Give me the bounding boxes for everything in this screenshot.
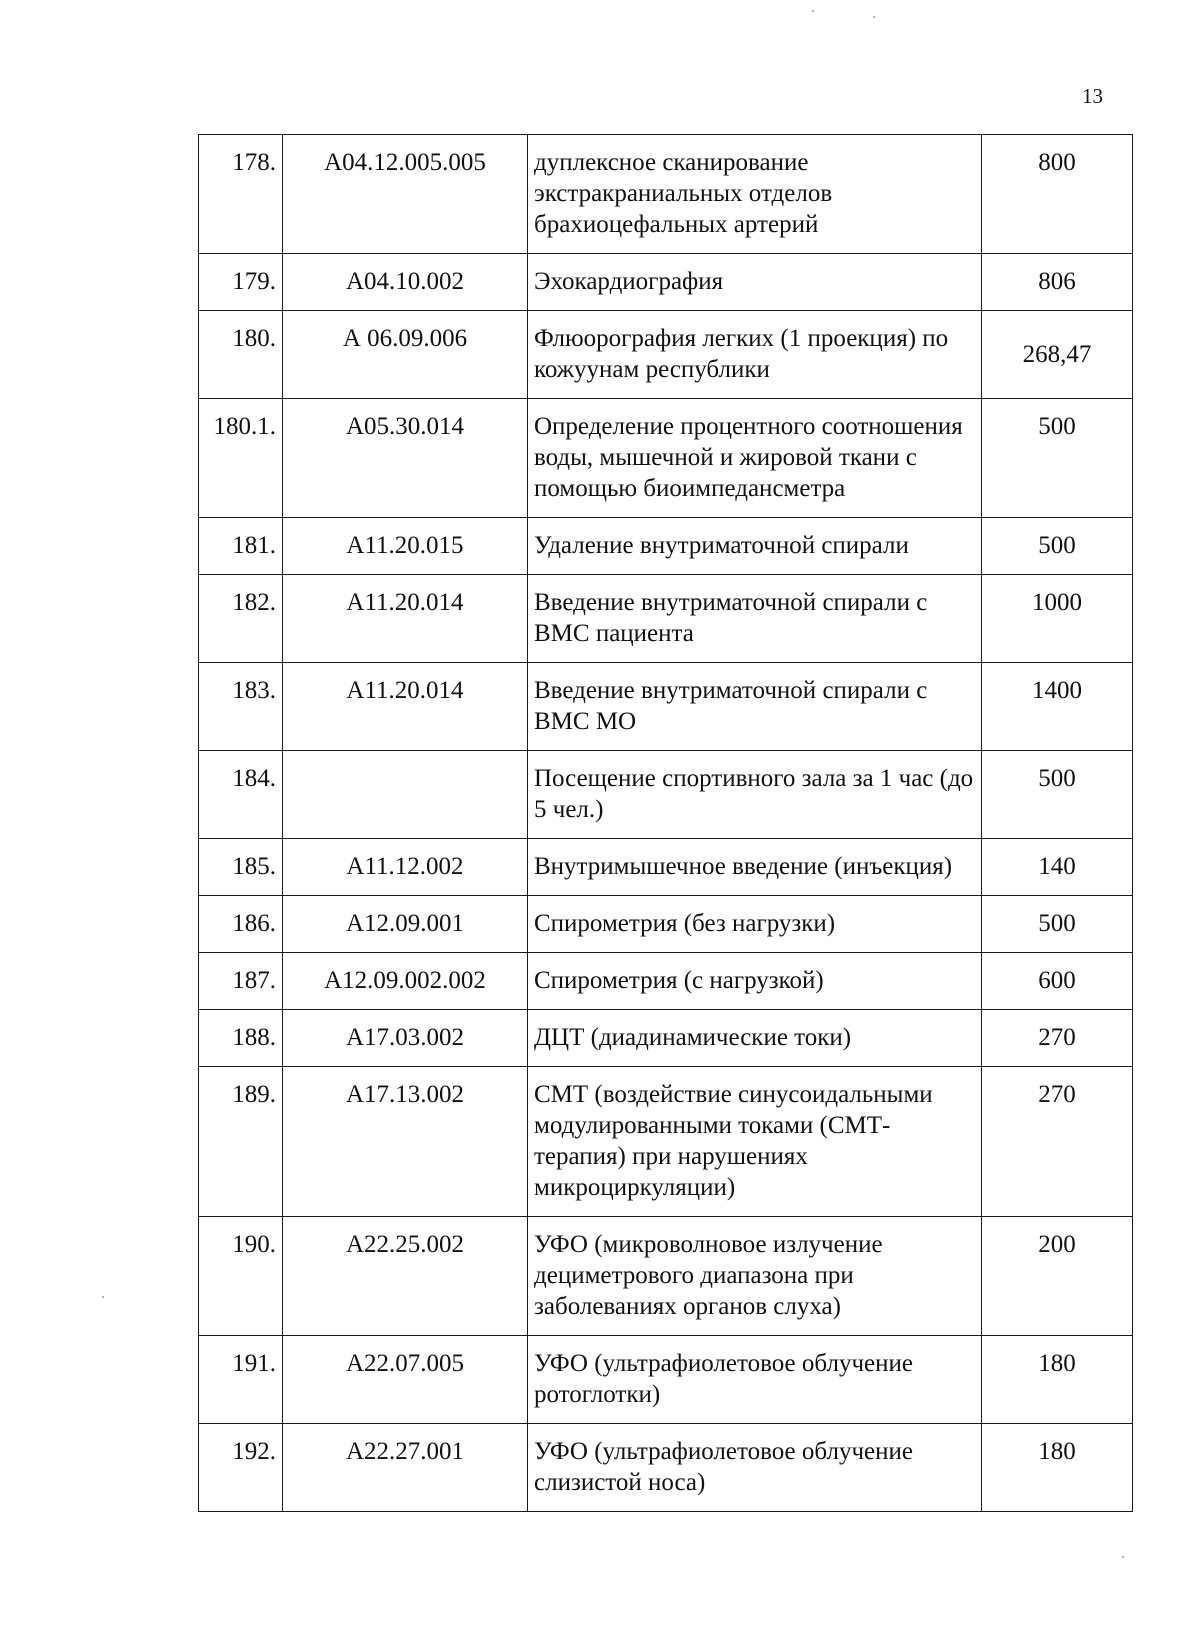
service-price: 500: [982, 518, 1133, 575]
table-row: [199, 518, 1133, 575]
service-price: 500: [982, 399, 1133, 518]
service-price: 500: [982, 896, 1133, 953]
service-price: 140: [982, 839, 1133, 896]
service-price: 180: [982, 1336, 1133, 1424]
service-code: А22.27.001: [283, 1424, 528, 1512]
row-number: 178.: [199, 135, 283, 254]
service-price: 270: [982, 1067, 1133, 1217]
service-price: 1400: [982, 663, 1133, 751]
row-number: 185.: [199, 839, 283, 896]
service-price: 270: [982, 1010, 1133, 1067]
service-price: 800: [982, 135, 1133, 254]
row-number: 183.: [199, 663, 283, 751]
scan-speck: [873, 16, 875, 18]
table-row: [199, 254, 1133, 311]
service-name: Эхокардиография: [528, 254, 982, 311]
service-name: СМТ (воздействие синусоидальными модулированными токами (СМТ-терапия) при нарушениях микроциркуляции): [528, 1067, 982, 1217]
service-name: УФО (ультрафиолетовое облучение слизистой носа): [528, 1424, 982, 1512]
row-number: 190.: [199, 1217, 283, 1336]
service-name: УФО (ультрафиолетовое облучение ротоглотки): [528, 1336, 982, 1424]
service-price: 1000: [982, 575, 1133, 663]
service-name: Введение внутриматочной спирали с ВМС МО: [528, 663, 982, 751]
scan-speck: [812, 10, 814, 12]
service-price: 600: [982, 953, 1133, 1010]
row-number: 188.: [199, 1010, 283, 1067]
service-code: А22.07.005: [283, 1336, 528, 1424]
service-code: А05.30.014: [283, 399, 528, 518]
service-name: Внутримышечное введение (инъекция): [528, 839, 982, 896]
table-row: [199, 135, 1133, 254]
service-name: Спирометрия (с нагрузкой): [528, 953, 982, 1010]
table-row: [199, 1067, 1133, 1217]
service-name: Спирометрия (без нагрузки): [528, 896, 982, 953]
service-code: А11.12.002: [283, 839, 528, 896]
row-number: 187.: [199, 953, 283, 1010]
table-row: [199, 663, 1133, 751]
service-code: А17.03.002: [283, 1010, 528, 1067]
table-row: [199, 751, 1133, 839]
price-table: [198, 134, 1133, 1512]
service-price: 500: [982, 751, 1133, 839]
row-number: 186.: [199, 896, 283, 953]
table-row: [199, 1336, 1133, 1424]
table-row: [199, 1010, 1133, 1067]
row-number: 192.: [199, 1424, 283, 1512]
service-price: 806: [982, 254, 1133, 311]
table-row: [199, 575, 1133, 663]
row-number: 180.1.: [199, 399, 283, 518]
service-code: А11.20.014: [283, 663, 528, 751]
service-name: ДЦТ (диадинамические токи): [528, 1010, 982, 1067]
row-number: 179.: [199, 254, 283, 311]
service-name: Введение внутриматочной спирали с ВМС пациента: [528, 575, 982, 663]
row-number: 181.: [199, 518, 283, 575]
service-name: УФО (микроволновое излучение дециметрового диапазона при заболеваниях органов слуха): [528, 1217, 982, 1336]
service-code: А12.09.001: [283, 896, 528, 953]
service-code: [283, 751, 528, 839]
service-code: А11.20.015: [283, 518, 528, 575]
service-code: А 06.09.006: [283, 311, 528, 399]
service-price: 180: [982, 1424, 1133, 1512]
table-row: [199, 399, 1133, 518]
page-number: 13: [1082, 84, 1103, 108]
service-code: А12.09.002.002: [283, 953, 528, 1010]
row-number: 191.: [199, 1336, 283, 1424]
service-price: 200: [982, 1217, 1133, 1336]
service-code: А17.13.002: [283, 1067, 528, 1217]
row-number: 184.: [199, 751, 283, 839]
service-code: А22.25.002: [283, 1217, 528, 1336]
service-code: А11.20.014: [283, 575, 528, 663]
table-row: [199, 311, 1133, 399]
service-name: Удаление внутриматочной спирали: [528, 518, 982, 575]
service-name: дуплексное сканирование экстракраниальных отделов брахиоцефальных артерий: [528, 135, 982, 254]
table-row: [199, 1424, 1133, 1512]
row-number: 182.: [199, 575, 283, 663]
service-code: А04.12.005.005: [283, 135, 528, 254]
service-name: Посещение спортивного зала за 1 час (до 5 чел.): [528, 751, 982, 839]
service-code: А04.10.002: [283, 254, 528, 311]
scan-speck: [1122, 1556, 1124, 1558]
service-name: Флюорография легких (1 проекция) по кожуунам республики: [528, 311, 982, 399]
table-row: [199, 1217, 1133, 1336]
table-row: [199, 839, 1133, 896]
scan-speck: [102, 1296, 104, 1298]
service-price: 268,47: [982, 311, 1133, 399]
service-name: Определение процентного соотношения воды, мышечной и жировой ткани с помощью биоимпедансметра: [528, 399, 982, 518]
table-row: [199, 953, 1133, 1010]
row-number: 189.: [199, 1067, 283, 1217]
row-number: 180.: [199, 311, 283, 399]
table-row: [199, 896, 1133, 953]
